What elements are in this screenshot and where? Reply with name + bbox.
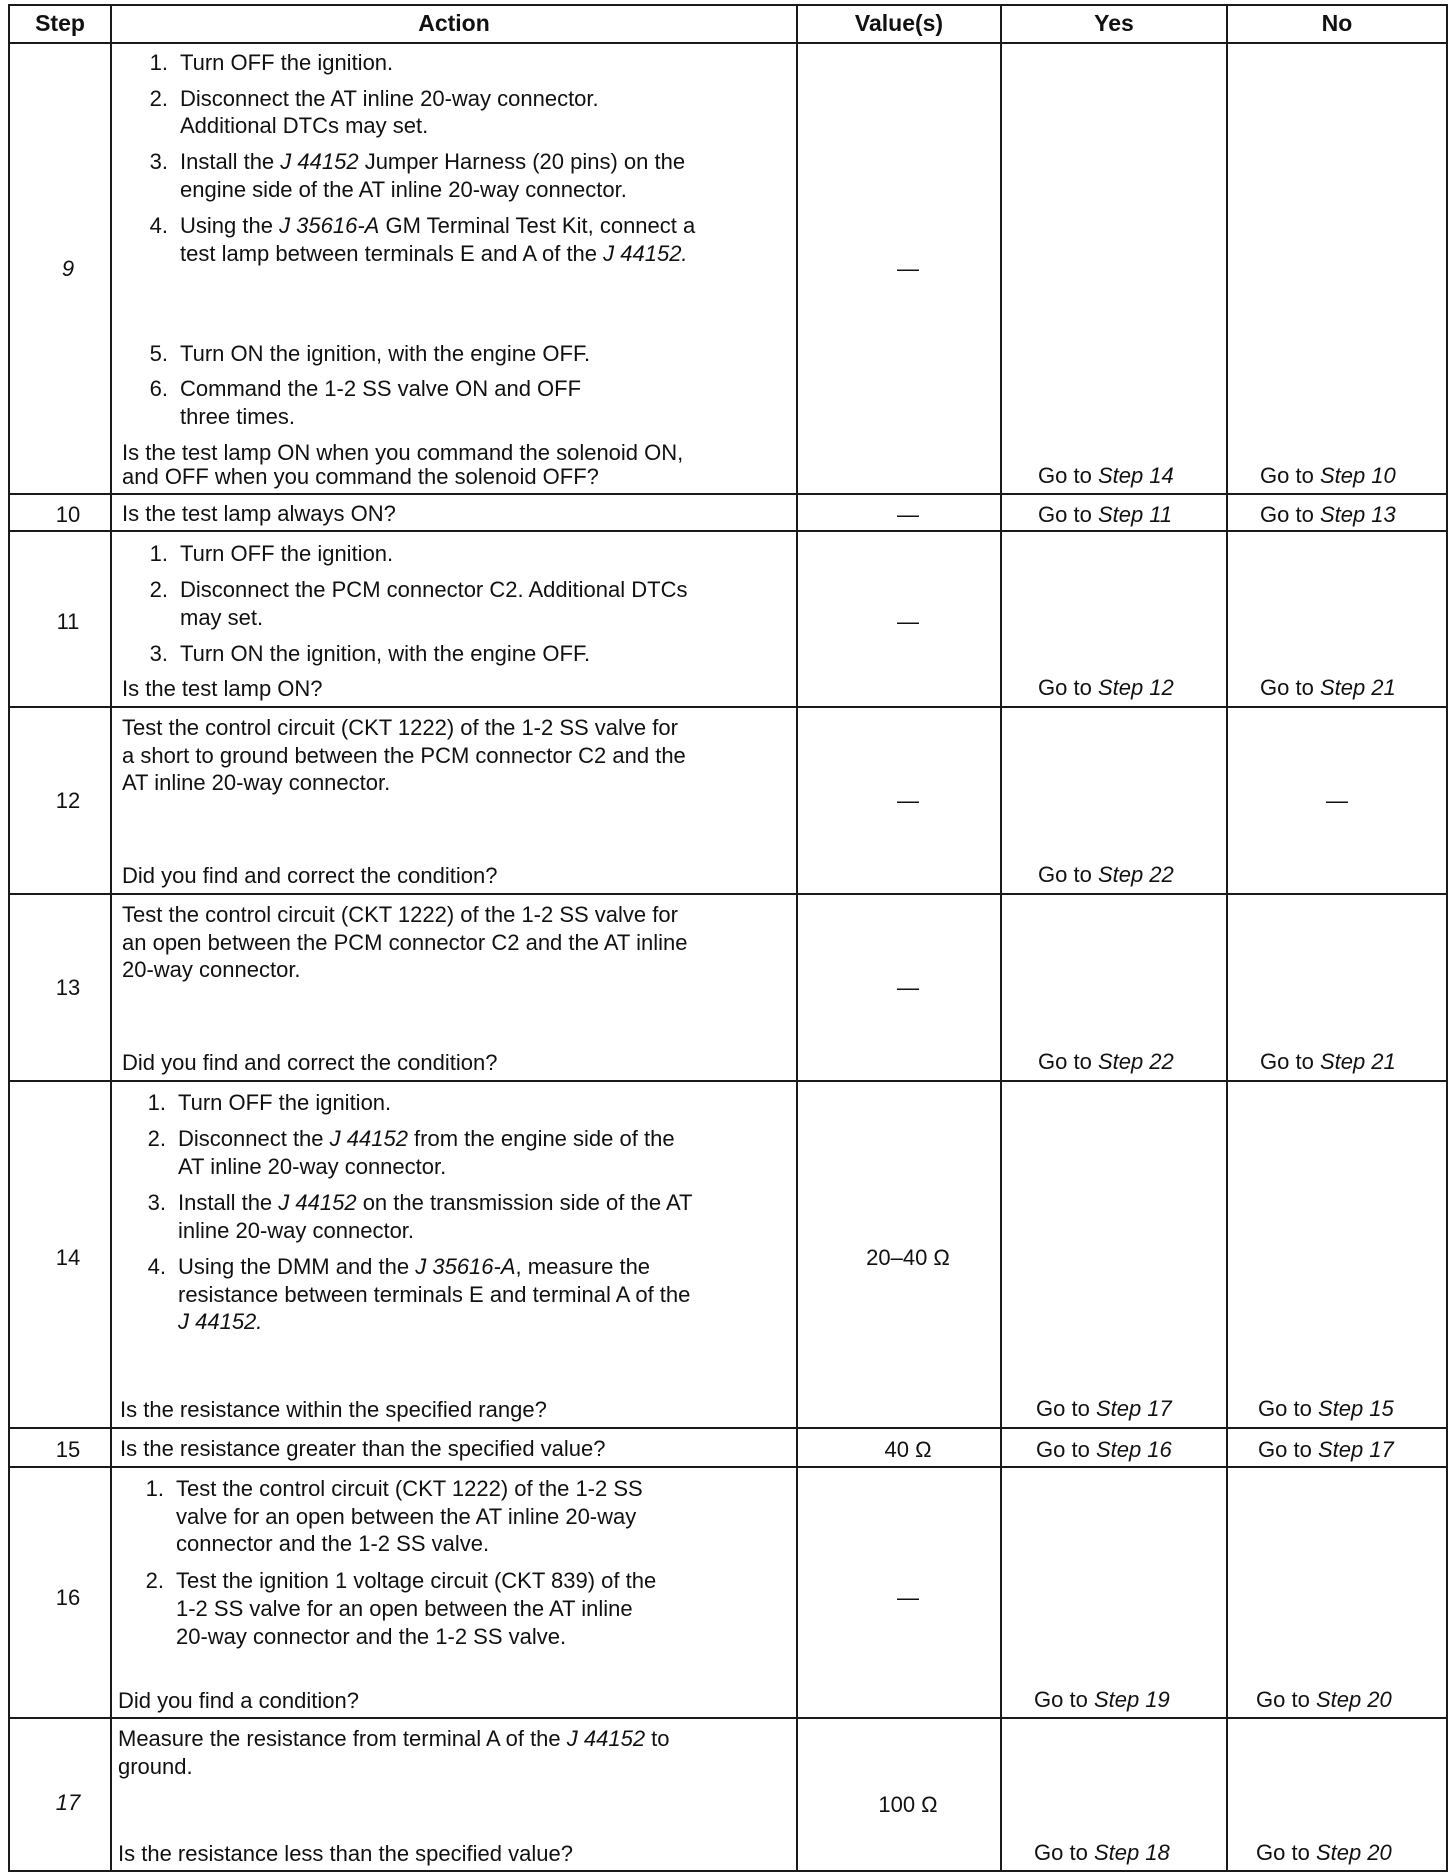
row-divider xyxy=(8,706,1448,708)
action-text: Using the DMM and the J 35616-A, measure the xyxy=(178,1254,651,1279)
action-text: Disconnect the PCM connector C2. Additional DTCs xyxy=(180,577,688,602)
action-text: Turn OFF the ignition. xyxy=(180,50,394,75)
step-number: 13 xyxy=(55,975,81,1000)
yes-goto: Go to Step 22 xyxy=(1038,1049,1174,1074)
value-cell: 20–40 Ω xyxy=(866,1245,950,1270)
yes-goto: Go to Step 17 xyxy=(1036,1396,1172,1421)
list-marker: 1. xyxy=(149,541,168,566)
value-cell: 100 Ω xyxy=(878,1792,938,1817)
no-goto: Go to Step 15 xyxy=(1258,1396,1394,1421)
list-marker: 2. xyxy=(149,86,168,111)
list-marker: 3. xyxy=(149,149,168,174)
list-marker: 1. xyxy=(149,50,168,75)
list-marker: 4. xyxy=(149,213,168,238)
action-text: Turn ON the ignition, with the engine OFF. xyxy=(180,341,591,366)
action-text: connector and the 1-2 SS valve. xyxy=(176,1531,490,1556)
list-marker: 1. xyxy=(145,1476,164,1501)
no-goto: Go to Step 21 xyxy=(1260,675,1396,700)
action-text: Install the J 44152 Jumper Harness (20 pins) on the xyxy=(180,149,686,174)
no-goto: Go to Step 20 xyxy=(1256,1840,1392,1865)
yes-goto: Go to Step 19 xyxy=(1034,1687,1170,1712)
question-text: Is the resistance greater than the specified value? xyxy=(120,1436,606,1461)
column-divider xyxy=(1226,4,1228,1872)
row-divider xyxy=(8,493,1448,495)
action-text: ground. xyxy=(118,1754,193,1779)
action-text: Turn OFF the ignition. xyxy=(178,1090,392,1115)
list-marker: 2. xyxy=(145,1568,164,1593)
step-number: 12 xyxy=(55,788,81,813)
action-text: test lamp between terminals E and A of the J 44152. xyxy=(180,241,688,266)
row-divider xyxy=(8,1717,1448,1719)
action-text: Turn OFF the ignition. xyxy=(180,541,394,566)
no-goto: Go to Step 21 xyxy=(1260,1049,1396,1074)
no-goto: Go to Step 10 xyxy=(1260,463,1396,488)
action-text: Install the J 44152 on the transmission side of the AT xyxy=(178,1190,693,1215)
action-text: may set. xyxy=(180,605,264,630)
table-border-bottom xyxy=(8,1870,1448,1872)
step-number: 17 xyxy=(55,1790,81,1815)
no-goto: Go to Step 20 xyxy=(1256,1687,1392,1712)
yes-goto: Go to Step 22 xyxy=(1038,862,1174,887)
action-text: resistance between terminals E and terminal A of the xyxy=(178,1282,691,1307)
action-text: Turn ON the ignition, with the engine OFF. xyxy=(180,641,591,666)
action-text: AT inline 20-way connector. xyxy=(178,1154,447,1179)
action-text: engine side of the AT inline 20-way connector. xyxy=(180,177,627,202)
action-text: an open between the PCM connector C2 and the AT inline xyxy=(122,930,688,955)
row-divider xyxy=(8,1080,1448,1082)
action-text: Disconnect the AT inline 20-way connector. xyxy=(180,86,599,111)
action-text: a short to ground between the PCM connector C2 and the xyxy=(122,743,686,768)
question-text: Is the test lamp ON? xyxy=(122,676,323,701)
row-divider xyxy=(8,1427,1448,1429)
yes-goto: Go to Step 16 xyxy=(1036,1437,1172,1462)
no-cell: — xyxy=(1326,788,1348,813)
yes-goto: Go to Step 14 xyxy=(1038,463,1174,488)
question-text: Is the test lamp always ON? xyxy=(122,501,396,526)
question-text: Did you find a condition? xyxy=(118,1688,359,1713)
question-text: Did you find and correct the condition? xyxy=(122,863,498,888)
action-text: 20-way connector and the 1-2 SS valve. xyxy=(176,1624,567,1649)
list-marker: 5. xyxy=(149,341,168,366)
step-number: 16 xyxy=(55,1585,81,1610)
step-number: 15 xyxy=(55,1437,81,1462)
no-goto: Go to Step 17 xyxy=(1258,1437,1394,1462)
step-number: 14 xyxy=(55,1245,81,1270)
yes-goto: Go to Step 11 xyxy=(1038,502,1173,527)
header-values: Value(s) xyxy=(854,10,944,36)
action-text: Command the 1-2 SS valve ON and OFF xyxy=(180,376,582,401)
question-text: and OFF when you command the solenoid OFF? xyxy=(122,464,599,489)
step-number: 11 xyxy=(56,609,80,634)
list-marker: 2. xyxy=(147,1126,166,1151)
row-divider xyxy=(8,893,1448,895)
row-divider xyxy=(8,1466,1448,1468)
step-number: 9 xyxy=(61,256,75,281)
action-text: three times. xyxy=(180,404,295,429)
list-marker: 2. xyxy=(149,577,168,602)
header-no: No xyxy=(1321,10,1353,36)
yes-goto: Go to Step 12 xyxy=(1038,675,1174,700)
question-text: Is the resistance less than the specified value? xyxy=(118,1841,573,1866)
question-text: Is the test lamp ON when you command the solenoid ON, xyxy=(122,440,684,465)
action-text: Disconnect the J 44152 from the engine side of the xyxy=(178,1126,675,1151)
list-marker: 3. xyxy=(147,1190,166,1215)
action-text: Measure the resistance from terminal A of the J 44152 to xyxy=(118,1726,670,1751)
value-cell: — xyxy=(897,1585,919,1610)
question-text: Is the resistance within the specified range? xyxy=(120,1397,547,1422)
value-cell: — xyxy=(897,256,919,281)
action-text: AT inline 20-way connector. xyxy=(122,770,391,795)
action-text: Test the control circuit (CKT 1222) of the 1-2 SS xyxy=(176,1476,643,1501)
action-text: Test the control circuit (CKT 1222) of the 1-2 SS valve for xyxy=(122,715,678,740)
value-cell: — xyxy=(897,975,919,1000)
header-step: Step xyxy=(35,10,85,36)
row-divider xyxy=(8,530,1448,532)
list-marker: 3. xyxy=(149,641,168,666)
header-divider xyxy=(8,42,1448,44)
yes-goto: Go to Step 18 xyxy=(1034,1840,1170,1865)
action-text: 1-2 SS valve for an open between the AT inline xyxy=(176,1596,633,1621)
question-text: Did you find and correct the condition? xyxy=(122,1050,498,1075)
step-number: 10 xyxy=(55,502,81,527)
value-cell: 40 Ω xyxy=(884,1437,932,1462)
no-goto: Go to Step 13 xyxy=(1260,502,1396,527)
list-marker: 6. xyxy=(149,376,168,401)
value-cell: — xyxy=(897,502,919,527)
value-cell: — xyxy=(897,609,919,634)
list-marker: 1. xyxy=(147,1090,166,1115)
header-yes: Yes xyxy=(1094,10,1134,36)
list-marker: 4. xyxy=(147,1254,166,1279)
value-cell: — xyxy=(897,788,919,813)
action-text: J 44152. xyxy=(178,1309,263,1334)
column-divider xyxy=(796,4,798,1872)
table-border-left xyxy=(8,4,10,1872)
action-text: valve for an open between the AT inline 20-way xyxy=(176,1504,637,1529)
table-border-right xyxy=(1446,4,1448,1872)
action-text: 20-way connector. xyxy=(122,957,301,982)
table-border-top xyxy=(8,4,1448,6)
header-action: Action xyxy=(418,10,490,36)
action-text: Test the ignition 1 voltage circuit (CKT 839) of the xyxy=(176,1568,657,1593)
action-text: Additional DTCs may set. xyxy=(180,113,429,138)
action-text: Using the J 35616-A GM Terminal Test Kit, connect a xyxy=(180,213,696,238)
action-text: Test the control circuit (CKT 1222) of the 1-2 SS valve for xyxy=(122,902,678,927)
action-text: inline 20-way connector. xyxy=(178,1218,415,1243)
